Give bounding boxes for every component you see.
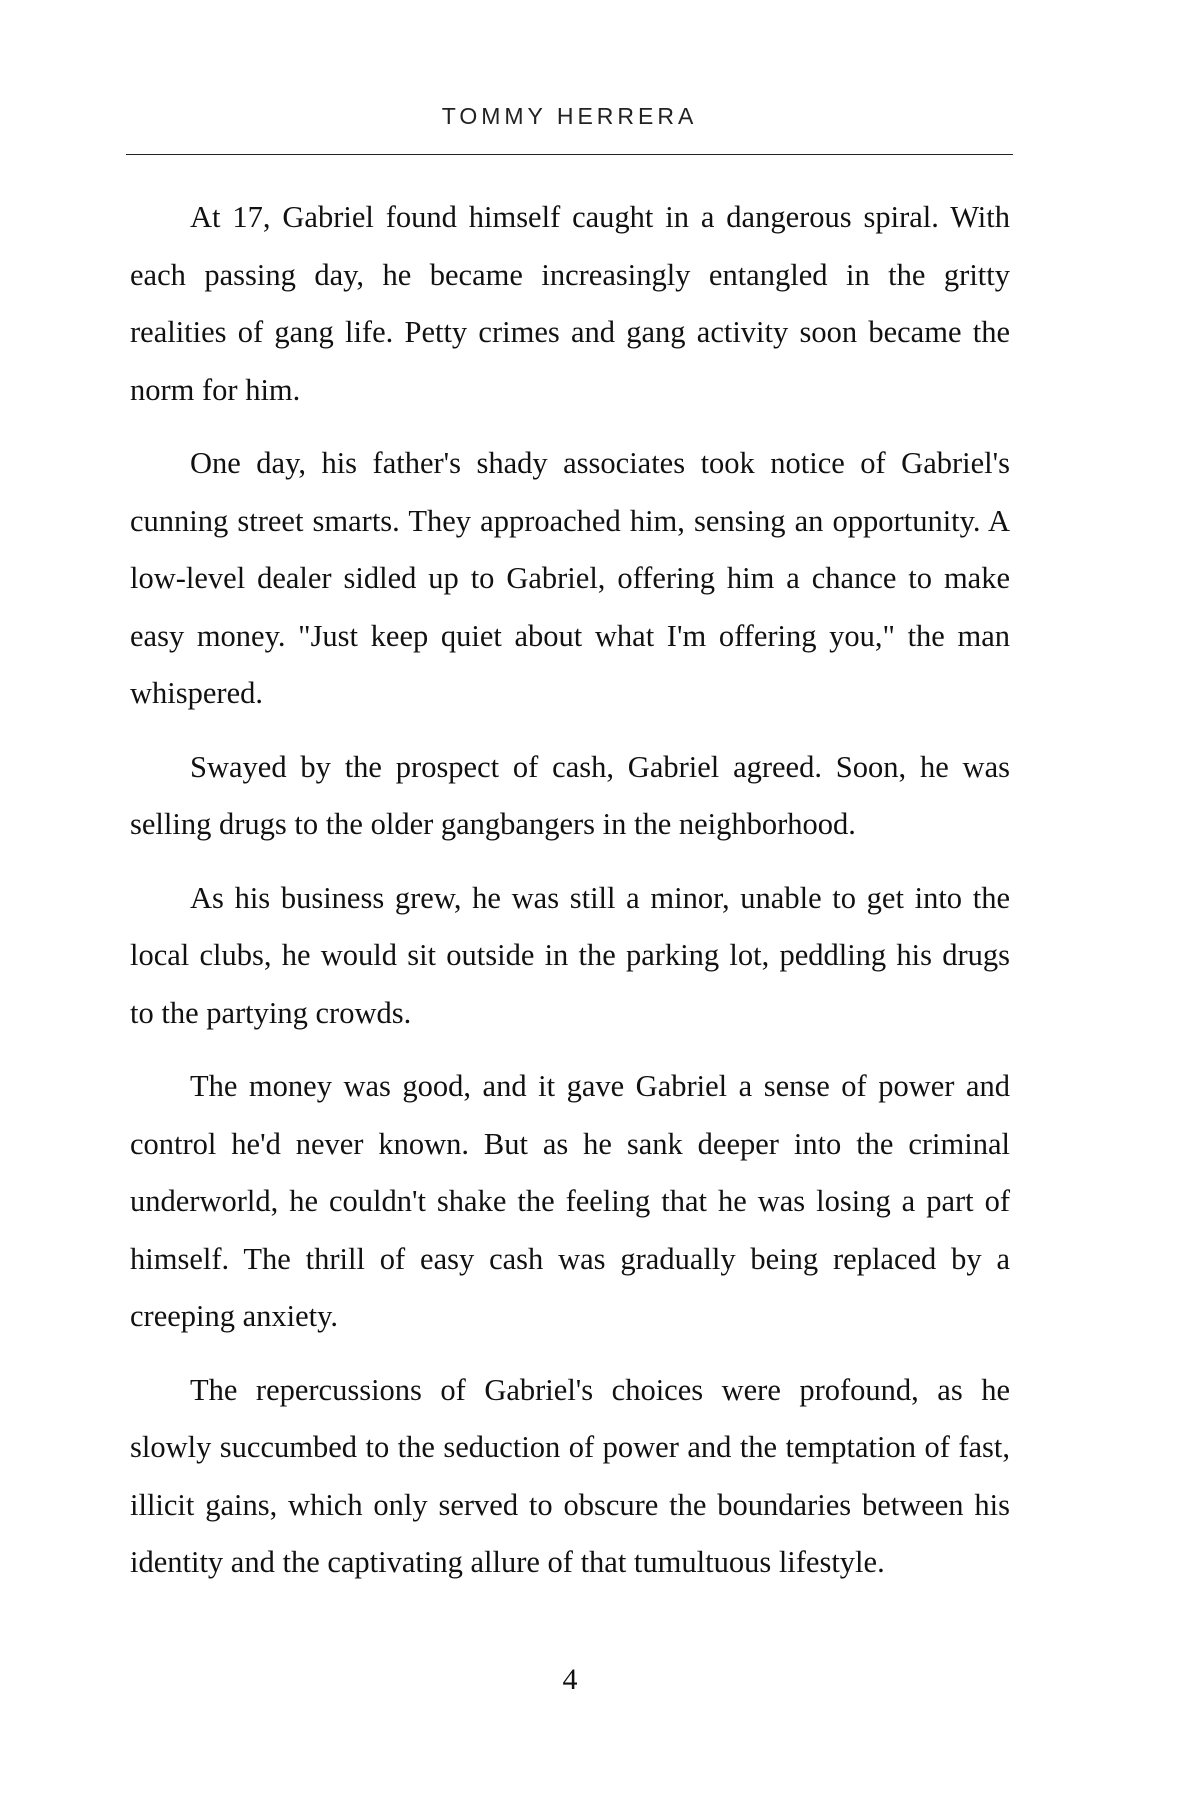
page-number: 4 <box>562 1663 578 1696</box>
paragraph: Swayed by the prospect of cash, Gabriel agreed. Soon, he was selling drugs to the older gangbangers in the neighborhood. <box>130 749 1010 841</box>
body-text <box>130 189 1010 1608</box>
paragraph: One day, his father's shady associates took notice of Gabriel's cunning street smarts. They approached him, sensing an opportunity. A low-level dealer sidled up to Gabriel, offering him a chance to make easy money. "Just keep quiet about what I'm offering you," the man whispered. <box>130 446 1010 710</box>
header-divider <box>126 154 1013 155</box>
paragraph: At 17, Gabriel found himself caught in a dangerous spiral. With each passing day, he became increasingly entangled in the gritty realities of gang life. Petty crimes and gang activity soon became the norm for him. <box>130 200 1010 407</box>
paragraph: The money was good, and it gave Gabriel a sense of power and control he'd never known. But as he sank deeper into the criminal underworld, he couldn't shake the feeling that he was losing a part of himself. The thrill of easy cash was gradually being replaced by a creeping anxiety. <box>130 1069 1010 1333</box>
paragraph: As his business grew, he was still a minor, unable to get into the local clubs, he would sit outside in the parking lot, peddling his drugs to the partying crowds. <box>130 880 1010 1030</box>
running-header: TOMMY HERRERA <box>441 103 698 129</box>
paragraph: The repercussions of Gabriel's choices were profound, as he slowly succumbed to the seduction of power and the temptation of fast, illicit gains, which only served to obscure the boundaries between his identity and the captivating allure of that tumultuous lifestyle. <box>130 1372 1010 1579</box>
